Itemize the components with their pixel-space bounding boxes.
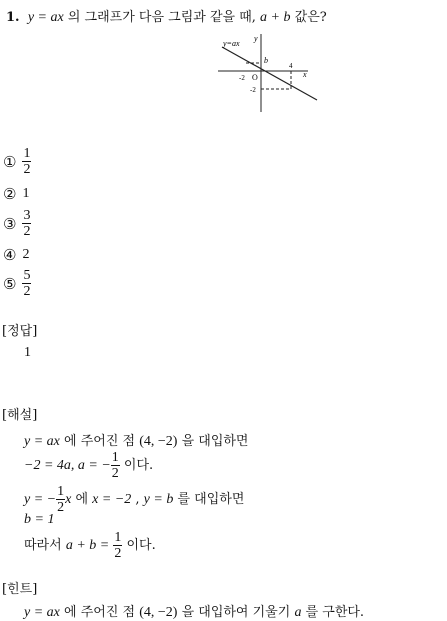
b-label: b: [264, 56, 268, 65]
option-marker: ④: [3, 246, 17, 264]
solution-line-2: −2 = 4a, a = − $\frac{1}{2}$ 이다.: [24, 450, 154, 481]
question-number: 1.: [6, 10, 20, 25]
solution-line-5: 따라서 a + b = $\frac{1}{2}$ 이다.: [24, 530, 156, 561]
solution-line-4: b = 1: [24, 512, 55, 527]
option-5[interactable]: [3, 268, 31, 299]
option-4[interactable]: [3, 247, 29, 263]
option-fraction: $\frac{3}{2}$: [23, 208, 31, 239]
hint-text: y = ax 에 주어진 점 (4, −2) 을 대입하여 기울기 a 를 구한다.: [24, 605, 365, 620]
x-tick-neg2: -2: [239, 74, 245, 82]
question-text-b: 값은?: [290, 10, 327, 25]
solution-line-3: y = − $\frac{1}{2}$ x 에 x = −2 , y = b 를 대입하면: [24, 484, 245, 515]
option-2[interactable]: [3, 186, 29, 202]
question-text-a: 의 그래프가 다음 그림과 같을 때,: [63, 10, 261, 25]
answer-heading: [정답]: [2, 324, 38, 339]
solution-heading: [해설]: [2, 408, 38, 423]
option-value: 1: [22, 186, 30, 201]
hint-heading: [힌트]: [2, 582, 38, 597]
option-1[interactable]: [3, 146, 31, 177]
option-fraction: $\frac{1}{2}$: [23, 146, 31, 177]
y-axis-label: y: [254, 34, 258, 43]
origin-label: O: [252, 73, 258, 82]
question-sum: a + b: [260, 10, 291, 25]
option-marker: ①: [3, 152, 17, 171]
y-tick-neg2: -2: [250, 86, 256, 94]
question-equation: y = ax: [27, 10, 64, 25]
option-3[interactable]: [3, 208, 31, 239]
option-marker: ②: [3, 185, 17, 203]
line-label: y=ax: [223, 39, 240, 48]
x-tick-4: 4: [289, 62, 293, 70]
question: [6, 6, 327, 26]
option-value: 2: [22, 247, 30, 262]
solution-line-1: y = ax 에 주어진 점 (4, −2) 을 대입하면: [24, 434, 249, 449]
x-axis-label: x: [303, 70, 307, 79]
option-marker: ③: [3, 214, 17, 233]
option-marker: ⑤: [3, 274, 17, 293]
answer-value: 1: [24, 345, 31, 360]
line-graph: [214, 32, 324, 114]
option-fraction: $\frac{5}{2}$: [23, 268, 31, 299]
